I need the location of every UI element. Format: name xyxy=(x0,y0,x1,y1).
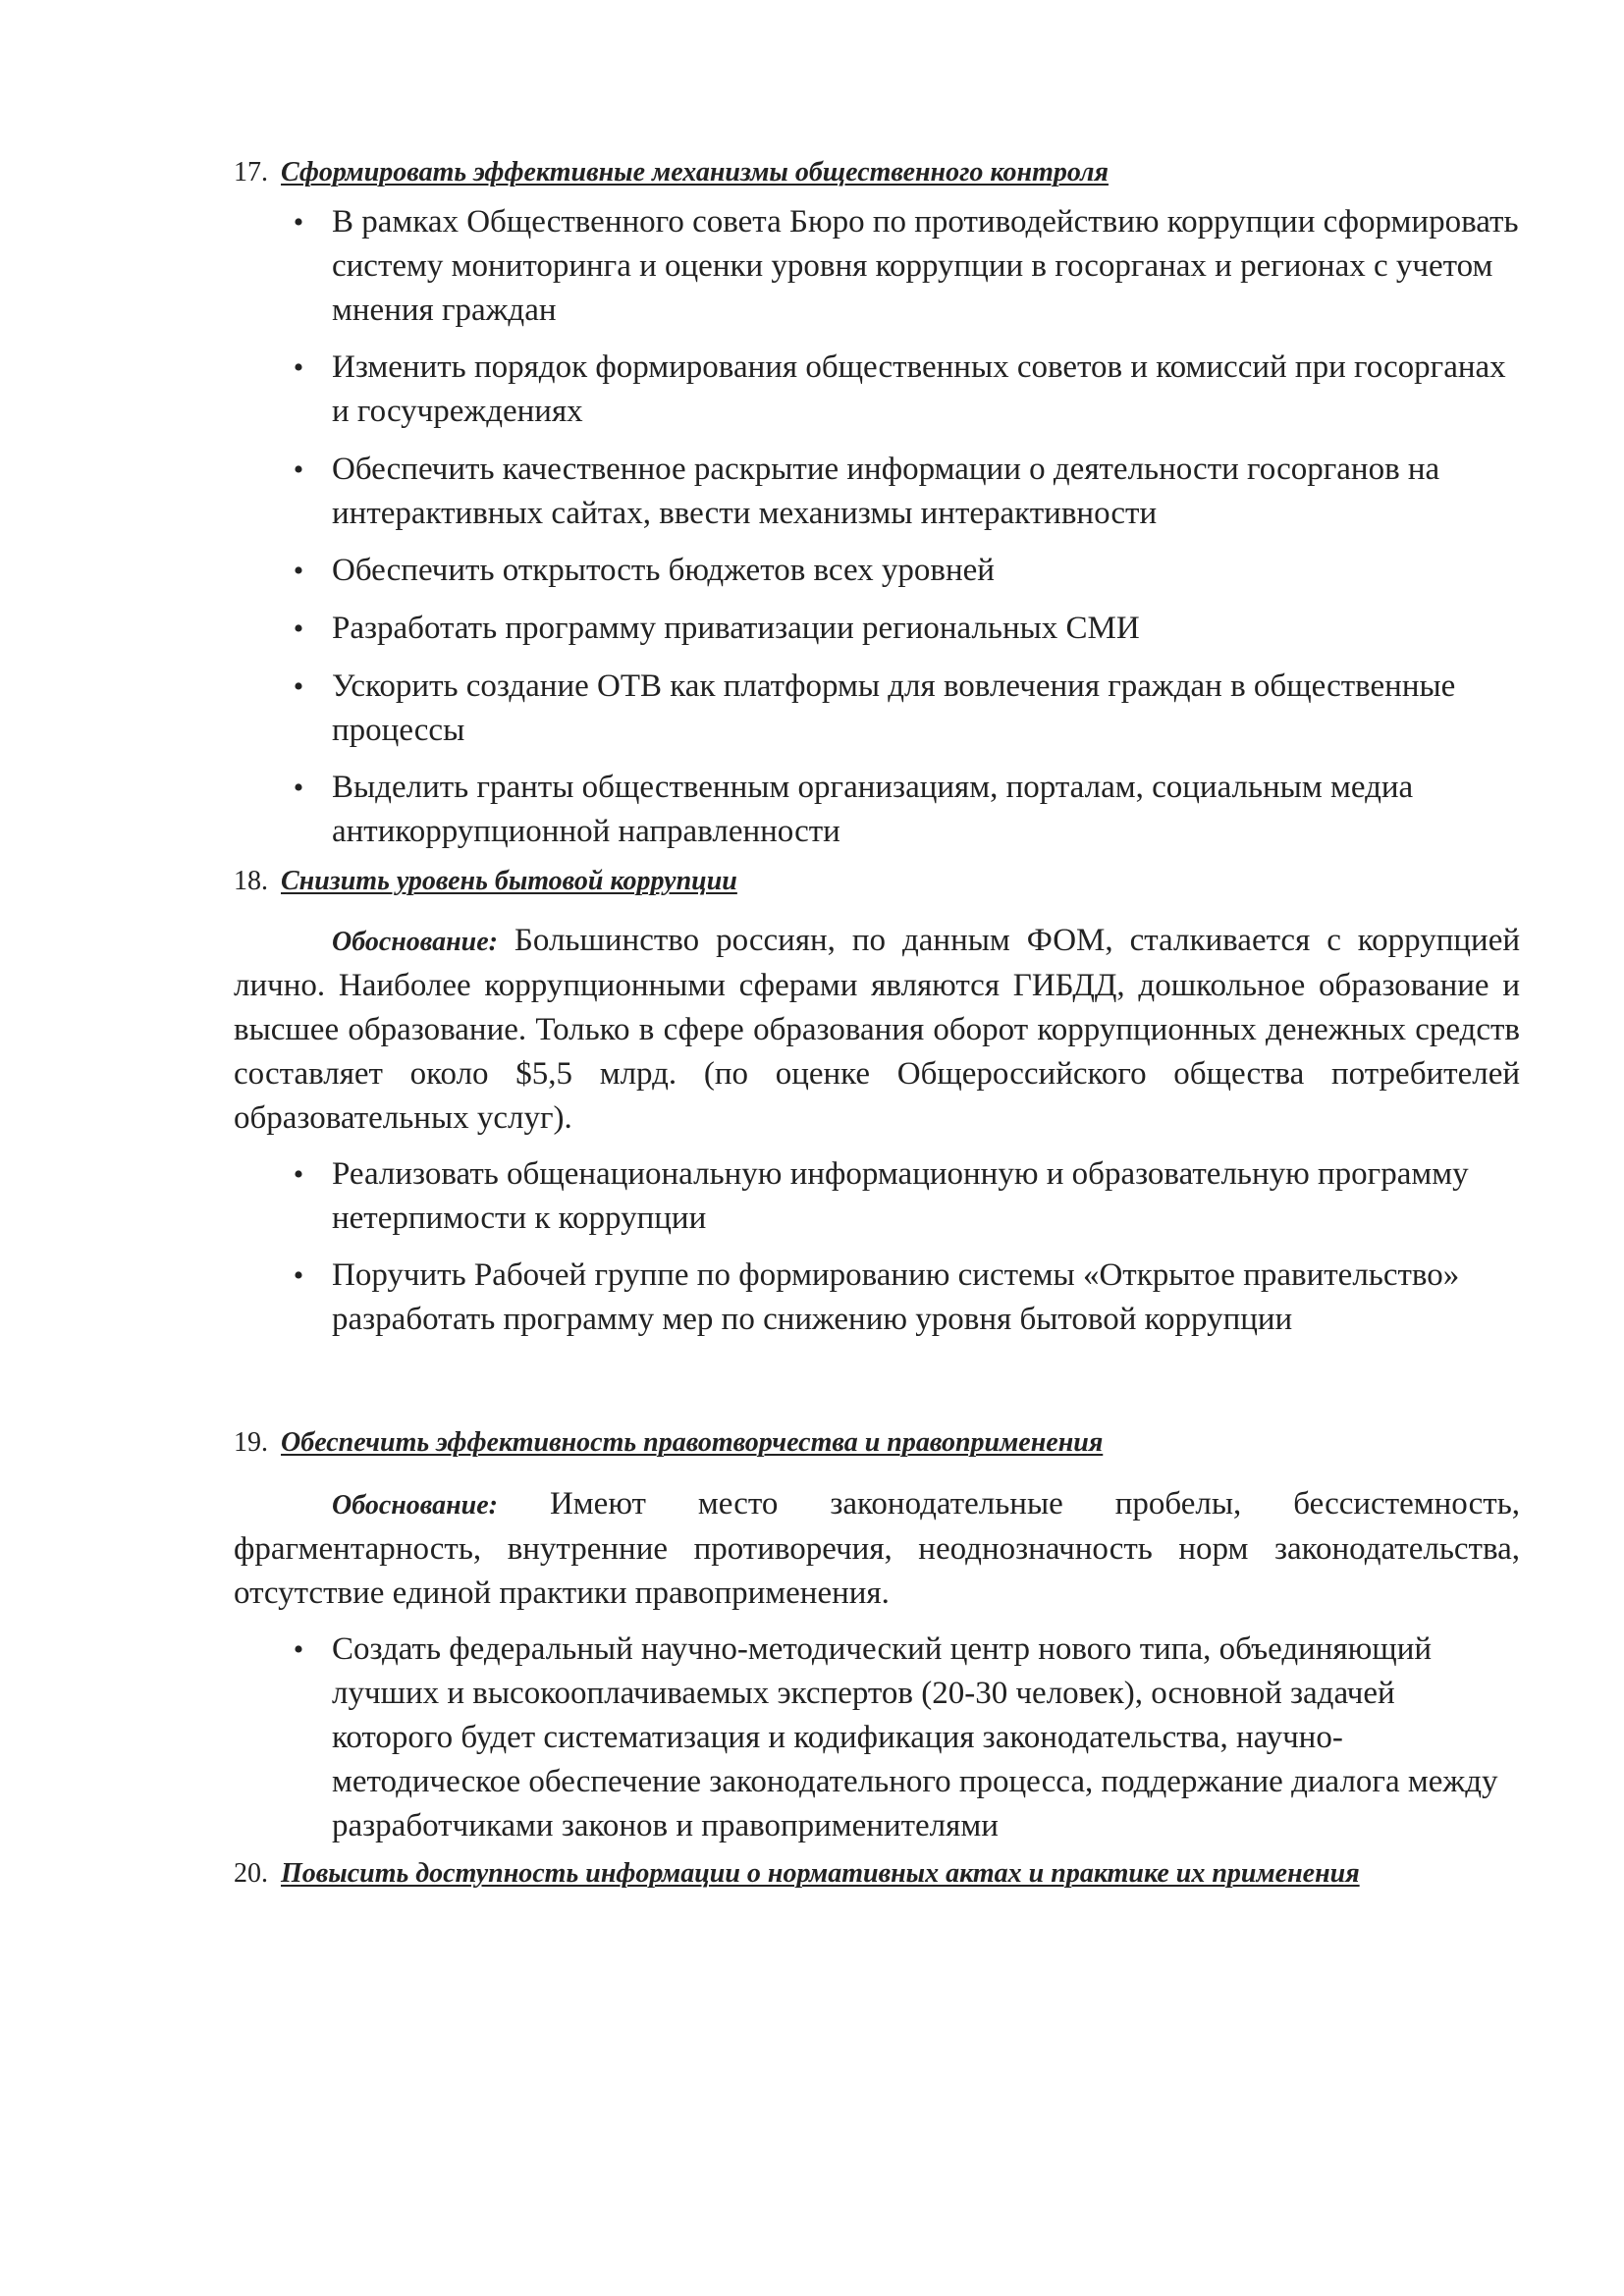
section-17-list xyxy=(234,200,1520,854)
section-title: Сформировать эффективные механизмы общественного контроля xyxy=(281,157,1109,187)
bullet-icon: • xyxy=(293,454,304,486)
list-item-text: Обеспечить открытость бюджетов всех уровней xyxy=(332,553,995,588)
section-title: Обеспечить эффективность правотворчества и правоприменения xyxy=(281,1427,1104,1458)
section-number: 17. xyxy=(234,157,268,187)
bullet-icon: • xyxy=(293,772,304,804)
list-item-text: Обеспечить качественное раскрытие информации о деятельности госорганов на интерактивных сайтах, ввести механизмы интерактивности xyxy=(332,452,1440,531)
bullet-icon: • xyxy=(293,1259,304,1292)
list-item xyxy=(234,1152,1520,1241)
list-item xyxy=(234,607,1520,651)
list-item xyxy=(234,665,1520,753)
section-19-rationale xyxy=(234,1482,1520,1616)
section-17-heading xyxy=(234,155,1520,190)
section-18-rationale xyxy=(234,919,1520,1141)
list-item xyxy=(234,549,1520,593)
section-18-heading xyxy=(234,864,1520,899)
list-item-text: Создать федеральный научно-методический центр нового типа, объединяющий лучших и высокооплачиваемых экспертов (20-30 человек), основной задачей которого будет систематизация и кодификация законодательства, научно-методическое обеспечение законодательного процесса, поддержание диалога между разработчиками законов и правоприменителями xyxy=(332,1631,1498,1843)
section-20-heading xyxy=(234,1856,1520,1892)
list-item-text: В рамках Общественного совета Бюро по противодействию коррупции сформировать систему мониторинга и оценки уровня коррупции в госорганах и регионах с учетом мнения граждан xyxy=(332,204,1519,328)
bullet-icon: • xyxy=(293,1633,304,1666)
section-number: 20. xyxy=(234,1858,268,1889)
list-item xyxy=(234,448,1520,536)
list-item-text: Реализовать общенациональную информационную и образовательную программу нетерпимости к коррупции xyxy=(332,1156,1469,1236)
list-item-text: Разработать программу приватизации региональных СМИ xyxy=(332,611,1140,646)
rationale-label: Обоснование: xyxy=(332,927,498,957)
list-item-text: Выделить гранты общественным организациям, порталам, социальным медиа антикоррупционной направленности xyxy=(332,770,1414,849)
section-19-list xyxy=(234,1628,1520,1848)
bullet-icon: • xyxy=(293,670,304,703)
section-number: 18. xyxy=(234,866,268,896)
bullet-icon: • xyxy=(293,206,304,239)
section-title: Повысить доступность информации о нормативных актах и практике их применения xyxy=(281,1858,1360,1889)
list-item-text: Ускорить создание ОТВ как платформы для вовлечения граждан в общественные процессы xyxy=(332,668,1456,748)
rationale-text: Большинство россиян, по данным ФОМ, сталкивается с коррупцией лично. Наиболее коррупционными сферами являются ГИБДД, дошкольное образование и высшее образование. Только в сфере образования оборот коррупционных денежных средств составляет около $5,5 млрд. (по оценке Общероссийского общества потребителей образовательных услуг). xyxy=(234,923,1520,1136)
bullet-icon: • xyxy=(293,555,304,587)
section-19-heading xyxy=(234,1425,1520,1461)
bullet-icon: • xyxy=(293,1158,304,1191)
section-number: 19. xyxy=(234,1427,268,1458)
rationale-text: Имеют место законодательные пробелы, бессистемность, фрагментарность, внутренние противоречия, неоднозначность норм законодательства, отсутствие единой практики правоприменения. xyxy=(234,1486,1520,1611)
rationale-label: Обоснование: xyxy=(332,1490,498,1521)
section-18-list xyxy=(234,1152,1520,1342)
list-item-text: Поручить Рабочей группе по формированию системы «Открытое правительство» разработать программу мер по снижению уровня бытовой коррупции xyxy=(332,1257,1460,1337)
list-item xyxy=(234,1628,1520,1848)
bullet-icon: • xyxy=(293,613,304,645)
bullet-icon: • xyxy=(293,351,304,384)
list-item xyxy=(234,766,1520,854)
page-content xyxy=(234,155,1520,1892)
section-title: Снизить уровень бытовой коррупции xyxy=(281,866,737,896)
list-item xyxy=(234,1254,1520,1342)
list-item xyxy=(234,346,1520,434)
list-item-text: Изменить порядок формирования общественных советов и комиссий при госорганах и госучреждениях xyxy=(332,349,1506,429)
list-item xyxy=(234,200,1520,333)
